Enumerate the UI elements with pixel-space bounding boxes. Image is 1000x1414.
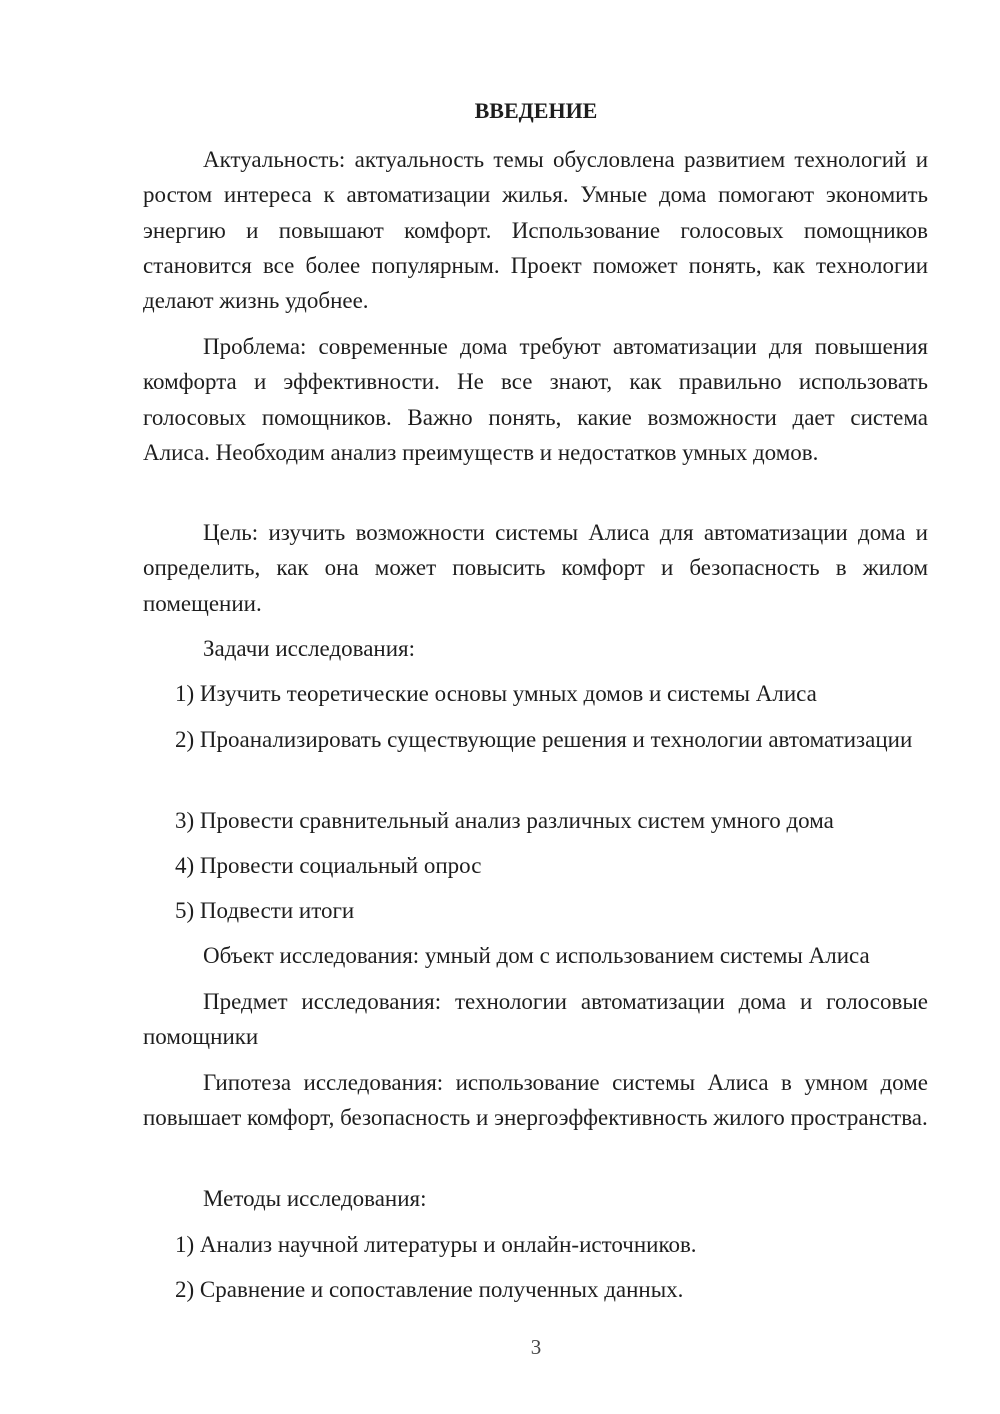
task-item: 3) Провести сравнительный анализ различных систем умного дома <box>175 808 834 833</box>
hypothesis-paragraph: Гипотеза исследования: использование системы Алиса в умном доме повышает комфорт, безопасность и энергоэффективность жилого пространства. <box>143 1070 928 1131</box>
problem-paragraph: Проблема: современные дома требуют автоматизации для повышения комфорта и эффективности. Не все знают, как правильно использовать голосовых помощников. Важно понять, какие возможности дает система Алиса. Необходим анализ преимуществ и недостатков умных домов. <box>143 334 928 465</box>
object-line: Объект исследования: умный дом с использованием системы Алиса <box>203 943 870 968</box>
goal-paragraph: Цель: изучить возможности системы Алиса для автоматизации дома и определить, как она может повысить комфорт и безопасность в жилом помещении. <box>143 520 928 616</box>
task-item: 5) Подвести итоги <box>175 898 355 923</box>
task-item: 1) Изучить теоретические основы умных домов и системы Алиса <box>175 681 817 706</box>
task-item: 2) Проанализировать существующие решения и технологии автоматизации <box>175 727 913 752</box>
methods-heading: Методы исследования: <box>203 1186 427 1211</box>
method-item: 1) Анализ научной литературы и онлайн-источников. <box>175 1232 697 1257</box>
subject-paragraph: Предмет исследования: технологии автоматизации дома и голосовые помощники <box>143 989 928 1050</box>
page-number: 3 <box>530 1335 542 1359</box>
relevance-paragraph: Актуальность: актуальность темы обусловлена развитием технологий и ростом интереса к автоматизации жилья. Умные дома помогают экономить энергию и повышают комфорт. Использование голосовых помощников становится все более популярным. Проект поможет понять, как технологии делают жизнь удобнее. <box>143 147 928 314</box>
section-heading: ВВЕДЕНИЕ <box>474 98 598 123</box>
tasks-heading: Задачи исследования: <box>203 636 416 661</box>
method-item: 2) Сравнение и сопоставление полученных данных. <box>175 1277 684 1302</box>
task-item: 4) Провести социальный опрос <box>175 853 482 878</box>
